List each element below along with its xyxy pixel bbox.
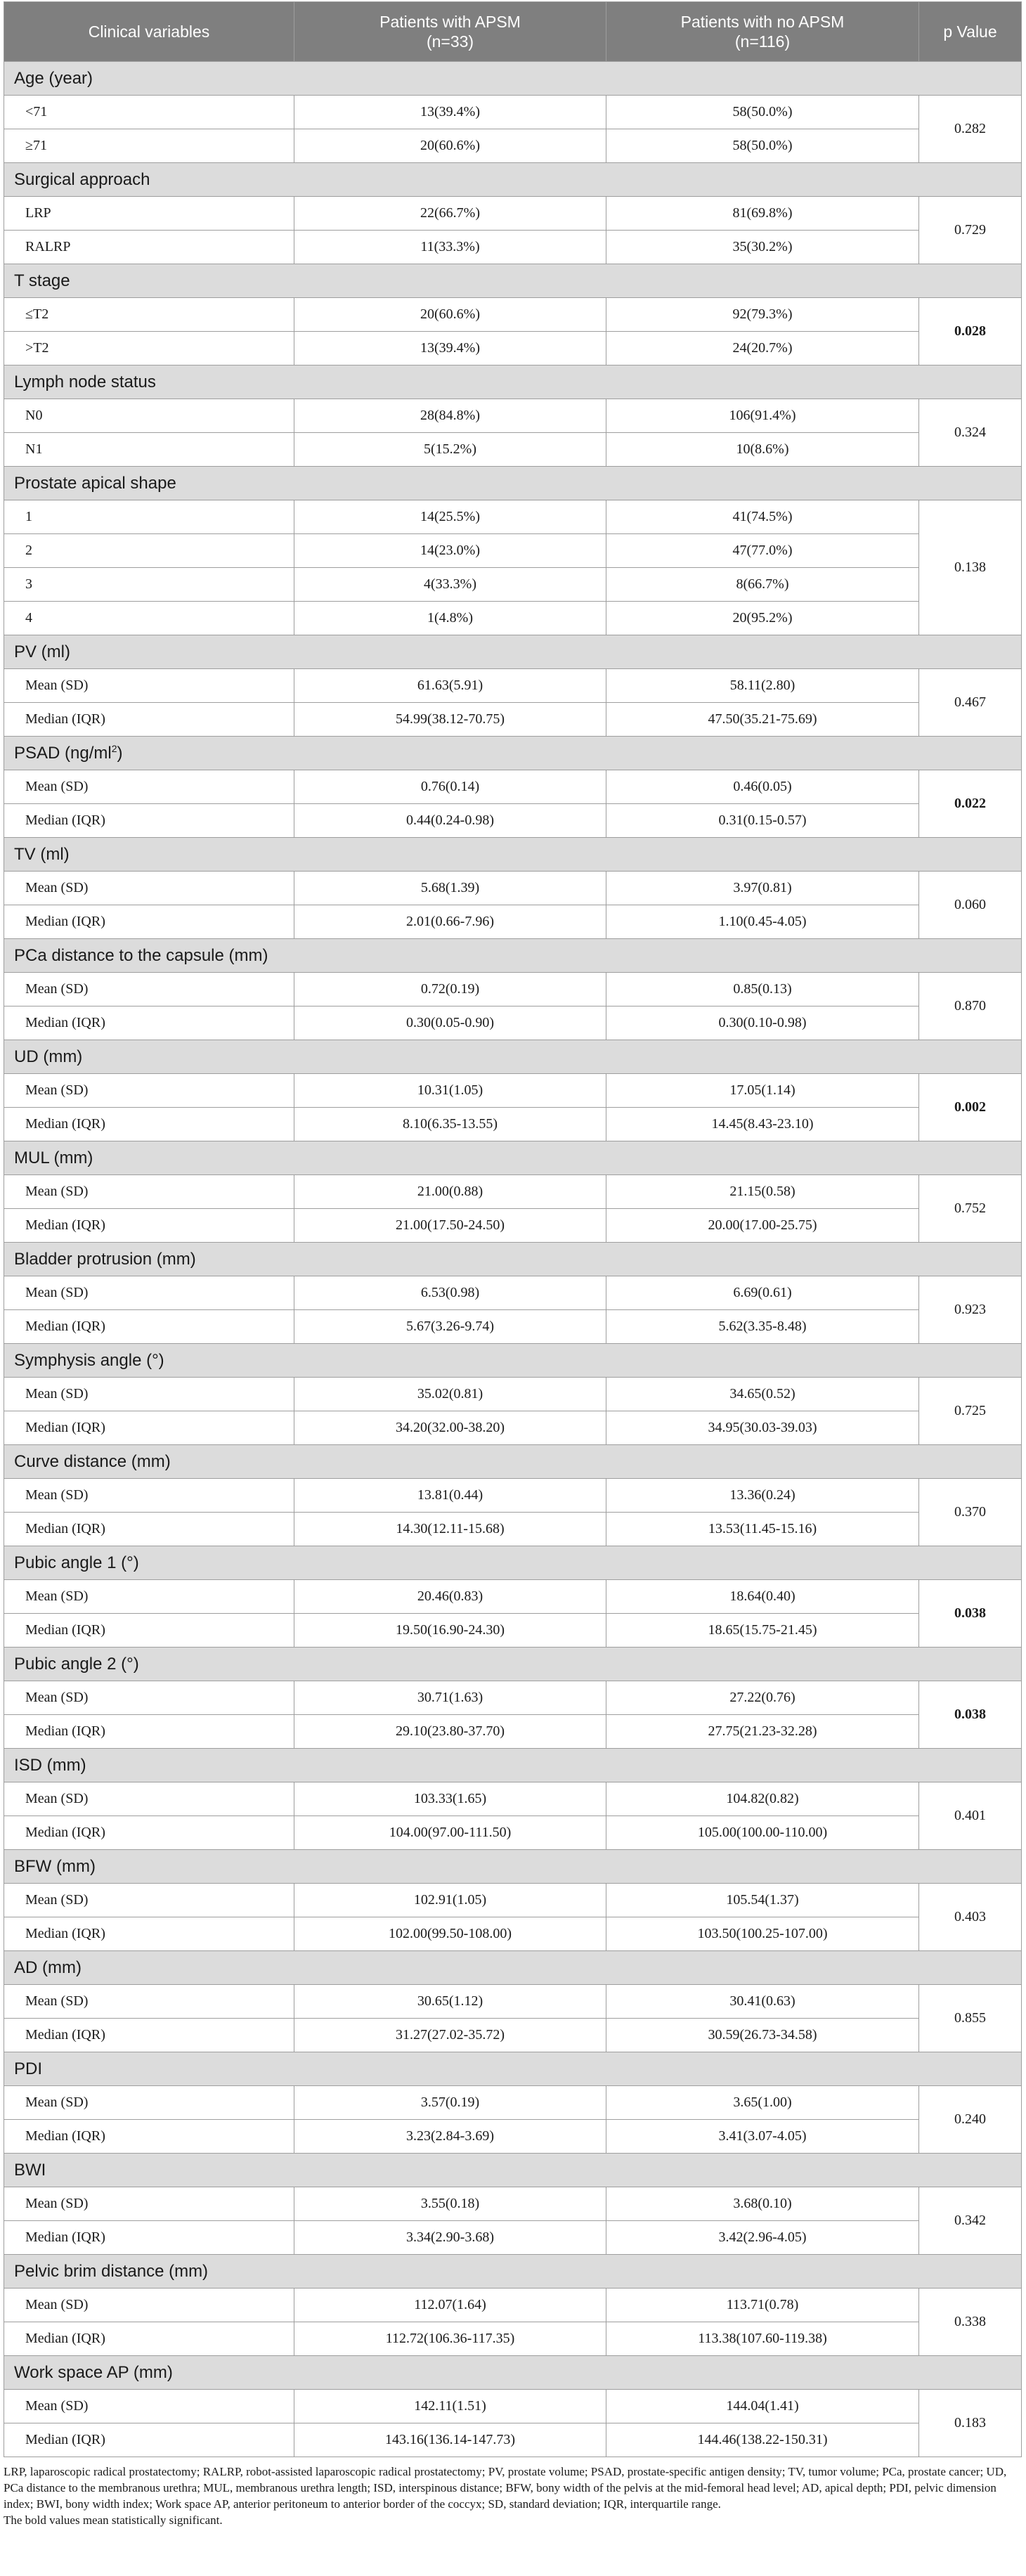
value-no-apsm: 106(91.4%) — [606, 399, 919, 433]
section-header-row — [4, 2356, 1022, 2390]
row-label: 2 — [4, 534, 294, 568]
p-value: 0.028 — [919, 298, 1022, 365]
row-label: Median (IQR) — [4, 703, 294, 737]
row-label: Median (IQR) — [4, 2423, 294, 2457]
p-value: 0.338 — [919, 2289, 1022, 2356]
section-title-text: T stage — [14, 271, 70, 290]
section-title — [4, 1344, 1022, 1378]
value-no-apsm: 24(20.7%) — [606, 332, 919, 365]
table-row — [4, 2187, 1022, 2221]
section-title-text: PCa distance to the capsule (mm) — [14, 945, 268, 965]
row-label: N0 — [4, 399, 294, 433]
section-header-row — [4, 1951, 1022, 1985]
row-label: Median (IQR) — [4, 2221, 294, 2255]
table-row — [4, 2120, 1022, 2154]
section-header-row — [4, 635, 1022, 669]
value-no-apsm: 47(77.0%) — [606, 534, 919, 568]
value-no-apsm: 8(66.7%) — [606, 568, 919, 602]
value-apsm: 54.99(38.12-70.75) — [294, 703, 606, 737]
p-value: 0.923 — [919, 1276, 1022, 1344]
p-value: 0.729 — [919, 197, 1022, 264]
p-value: 0.183 — [919, 2390, 1022, 2457]
section-title-text: AD (mm) — [14, 1957, 82, 1977]
value-apsm: 21.00(17.50-24.50) — [294, 1209, 606, 1243]
value-no-apsm: 17.05(1.14) — [606, 1074, 919, 1108]
value-apsm: 35.02(0.81) — [294, 1378, 606, 1411]
row-label: Median (IQR) — [4, 1108, 294, 1141]
row-label: <71 — [4, 96, 294, 129]
table-row — [4, 872, 1022, 905]
value-apsm: 29.10(23.80-37.70) — [294, 1715, 606, 1749]
value-apsm: 34.20(32.00-38.20) — [294, 1411, 606, 1445]
row-label: Median (IQR) — [4, 2322, 294, 2356]
row-label: Mean (SD) — [4, 770, 294, 804]
table-row — [4, 669, 1022, 703]
row-label: Median (IQR) — [4, 1411, 294, 1445]
value-no-apsm: 20.00(17.00-25.75) — [606, 1209, 919, 1243]
value-apsm: 20(60.6%) — [294, 129, 606, 163]
value-apsm: 19.50(16.90-24.30) — [294, 1614, 606, 1648]
value-apsm: 0.76(0.14) — [294, 770, 606, 804]
section-title-text: Lymph node status — [14, 372, 156, 391]
value-no-apsm: 113.38(107.60-119.38) — [606, 2322, 919, 2356]
value-apsm: 5(15.2%) — [294, 433, 606, 467]
row-label: Median (IQR) — [4, 905, 294, 939]
row-label: 4 — [4, 602, 294, 635]
p-value: 0.282 — [919, 96, 1022, 163]
value-apsm: 31.27(27.02-35.72) — [294, 2019, 606, 2052]
section-title-text: UD (mm) — [14, 1047, 83, 1066]
value-apsm: 5.67(3.26-9.74) — [294, 1310, 606, 1344]
section-header-row — [4, 1648, 1022, 1681]
value-no-apsm: 144.04(1.41) — [606, 2390, 919, 2423]
table-row — [4, 1479, 1022, 1513]
section-title-text: Age (year) — [14, 68, 93, 88]
table-row — [4, 1276, 1022, 1310]
row-label: Mean (SD) — [4, 1378, 294, 1411]
section-title — [4, 62, 1022, 96]
value-no-apsm: 21.15(0.58) — [606, 1175, 919, 1209]
value-apsm: 6.53(0.98) — [294, 1276, 606, 1310]
row-label: Mean (SD) — [4, 2390, 294, 2423]
row-label: 3 — [4, 568, 294, 602]
section-header-row — [4, 2052, 1022, 2086]
value-apsm: 30.65(1.12) — [294, 1985, 606, 2019]
section-title-text: Pelvic brim distance (mm) — [14, 2261, 209, 2281]
value-no-apsm: 30.59(26.73-34.58) — [606, 2019, 919, 2052]
section-title — [4, 1850, 1022, 1884]
row-label: Median (IQR) — [4, 804, 294, 838]
value-no-apsm: 105.54(1.37) — [606, 1884, 919, 1917]
row-label: Median (IQR) — [4, 1614, 294, 1648]
p-value: 0.022 — [919, 770, 1022, 838]
value-no-apsm: 13.53(11.45-15.16) — [606, 1513, 919, 1546]
value-no-apsm: 0.85(0.13) — [606, 973, 919, 1007]
p-value: 0.467 — [919, 669, 1022, 737]
section-header-row — [4, 1546, 1022, 1580]
section-title-text: BFW (mm) — [14, 1856, 96, 1876]
p-value: 0.038 — [919, 1580, 1022, 1648]
value-apsm: 14.30(12.11-15.68) — [294, 1513, 606, 1546]
value-apsm: 30.71(1.63) — [294, 1681, 606, 1715]
value-apsm: 104.00(97.00-111.50) — [294, 1816, 606, 1850]
table-row — [4, 2423, 1022, 2457]
table-row — [4, 1917, 1022, 1951]
table-row — [4, 1175, 1022, 1209]
table-row — [4, 298, 1022, 332]
table-container — [4, 1, 1021, 2528]
section-header-row — [4, 365, 1022, 399]
value-no-apsm: 47.50(35.21-75.69) — [606, 703, 919, 737]
row-label: Median (IQR) — [4, 1816, 294, 1850]
table-footnote — [4, 2464, 1021, 2528]
row-label: Median (IQR) — [4, 2019, 294, 2052]
section-header-row — [4, 1243, 1022, 1276]
table-row — [4, 1681, 1022, 1715]
p-value: 0.060 — [919, 872, 1022, 939]
p-value: 0.725 — [919, 1378, 1022, 1445]
header-patients-no-apsm: Patients with no APSM (n=116) — [606, 2, 919, 62]
table-row — [4, 1614, 1022, 1648]
section-title — [4, 737, 1022, 770]
value-apsm: 10.31(1.05) — [294, 1074, 606, 1108]
table-row — [4, 2289, 1022, 2322]
value-apsm: 28(84.8%) — [294, 399, 606, 433]
table-row — [4, 2221, 1022, 2255]
value-no-apsm: 92(79.3%) — [606, 298, 919, 332]
p-value: 0.870 — [919, 973, 1022, 1040]
section-title — [4, 1951, 1022, 1985]
section-title — [4, 1243, 1022, 1276]
section-header-row — [4, 2255, 1022, 2289]
value-apsm: 0.72(0.19) — [294, 973, 606, 1007]
value-apsm: 3.55(0.18) — [294, 2187, 606, 2221]
row-label: Median (IQR) — [4, 1715, 294, 1749]
value-no-apsm: 30.41(0.63) — [606, 1985, 919, 2019]
row-label: Mean (SD) — [4, 2086, 294, 2120]
value-no-apsm: 0.30(0.10-0.98) — [606, 1007, 919, 1040]
header-patients-with-apsm: Patients with APSM (n=33) — [294, 2, 606, 62]
row-label: Median (IQR) — [4, 1917, 294, 1951]
section-title-text: Symphysis angle (°) — [14, 1350, 164, 1370]
value-no-apsm: 20(95.2%) — [606, 602, 919, 635]
section-title — [4, 1749, 1022, 1782]
value-no-apsm: 18.65(15.75-21.45) — [606, 1614, 919, 1648]
section-title-text: ISD (mm) — [14, 1755, 86, 1775]
row-label: Mean (SD) — [4, 2289, 294, 2322]
section-title — [4, 1141, 1022, 1175]
section-title — [4, 2154, 1022, 2187]
value-no-apsm: 144.46(138.22-150.31) — [606, 2423, 919, 2457]
section-header-row — [4, 1445, 1022, 1479]
value-no-apsm: 3.41(3.07-4.05) — [606, 2120, 919, 2154]
value-apsm: 3.23(2.84-3.69) — [294, 2120, 606, 2154]
row-label: Mean (SD) — [4, 1175, 294, 1209]
value-no-apsm: 3.97(0.81) — [606, 872, 919, 905]
header-p-value: p Value — [919, 2, 1022, 62]
section-title — [4, 1546, 1022, 1580]
value-no-apsm: 105.00(100.00-110.00) — [606, 1816, 919, 1850]
p-value: 0.240 — [919, 2086, 1022, 2154]
section-header-row — [4, 1344, 1022, 1378]
row-label: Median (IQR) — [4, 1007, 294, 1040]
table-row — [4, 399, 1022, 433]
p-value: 0.002 — [919, 1074, 1022, 1141]
table-row — [4, 197, 1022, 231]
value-no-apsm: 41(74.5%) — [606, 500, 919, 534]
p-value: 0.342 — [919, 2187, 1022, 2255]
table-row — [4, 1715, 1022, 1749]
table-row — [4, 96, 1022, 129]
value-no-apsm: 5.62(3.35-8.48) — [606, 1310, 919, 1344]
section-title — [4, 467, 1022, 500]
value-apsm: 8.10(6.35-13.55) — [294, 1108, 606, 1141]
table-row — [4, 1816, 1022, 1850]
section-header-row — [4, 264, 1022, 298]
table-row — [4, 2390, 1022, 2423]
value-no-apsm: 14.45(8.43-23.10) — [606, 1108, 919, 1141]
header-row — [4, 2, 1022, 62]
section-title-text: BWI — [14, 2160, 46, 2180]
footnote-abbreviations: LRP, laparoscopic radical prostatectomy; RALRP, robot-assisted laparoscopic radical prostatectomy; PV, prostate volume; PSAD, prostate-specific antigen density; TV, tumor volume; PCa, prostate cancer; UD, PCa distance to the membranous urethra; MUL, membranous urethra length; ISD, interspinous distance; BFW, bony width of the pelvis at the mid-femoral head level; AD, apical depth; PDI, pelvic dimension index; BWI, bony width index; Work space AP, anterior peritoneum to anterior border of the coccyx; SD, standard deviation; IQR, interquartile range. — [4, 2465, 1007, 2511]
table-row — [4, 1513, 1022, 1546]
value-apsm: 13.81(0.44) — [294, 1479, 606, 1513]
row-label: Median (IQR) — [4, 2120, 294, 2154]
section-header-row — [4, 2154, 1022, 2187]
value-no-apsm: 0.46(0.05) — [606, 770, 919, 804]
value-no-apsm: 35(30.2%) — [606, 231, 919, 264]
table-row — [4, 2322, 1022, 2356]
section-header-row — [4, 1850, 1022, 1884]
section-title — [4, 163, 1022, 197]
table-row — [4, 1985, 1022, 2019]
value-apsm: 5.68(1.39) — [294, 872, 606, 905]
section-title-superscript: 2 — [111, 742, 117, 754]
table-row — [4, 1310, 1022, 1344]
row-label: Mean (SD) — [4, 669, 294, 703]
section-title — [4, 365, 1022, 399]
table-row — [4, 568, 1022, 602]
section-title-text: Curve distance (mm) — [14, 1451, 171, 1471]
value-no-apsm: 10(8.6%) — [606, 433, 919, 467]
value-no-apsm: 3.65(1.00) — [606, 2086, 919, 2120]
value-no-apsm: 0.31(0.15-0.57) — [606, 804, 919, 838]
table-row — [4, 1378, 1022, 1411]
section-title — [4, 264, 1022, 298]
value-no-apsm: 18.64(0.40) — [606, 1580, 919, 1614]
table-row — [4, 1782, 1022, 1816]
section-title-text: Prostate apical shape — [14, 473, 176, 493]
value-apsm: 143.16(136.14-147.73) — [294, 2423, 606, 2457]
value-no-apsm: 103.50(100.25-107.00) — [606, 1917, 919, 1951]
row-label: Mean (SD) — [4, 1580, 294, 1614]
table-row — [4, 1411, 1022, 1445]
section-title-text: PV (ml) — [14, 642, 70, 661]
value-no-apsm: 27.22(0.76) — [606, 1681, 919, 1715]
row-label: Mean (SD) — [4, 1985, 294, 2019]
table-row — [4, 2086, 1022, 2120]
table-row — [4, 2019, 1022, 2052]
value-no-apsm: 3.42(2.96-4.05) — [606, 2221, 919, 2255]
value-apsm: 14(25.5%) — [294, 500, 606, 534]
value-apsm: 142.11(1.51) — [294, 2390, 606, 2423]
value-no-apsm: 104.82(0.82) — [606, 1782, 919, 1816]
section-header-row — [4, 62, 1022, 96]
section-title-text: TV (ml) — [14, 844, 70, 864]
table-row — [4, 534, 1022, 568]
section-title — [4, 1040, 1022, 1074]
row-label: Median (IQR) — [4, 1310, 294, 1344]
row-label: Mean (SD) — [4, 973, 294, 1007]
row-label: >T2 — [4, 332, 294, 365]
table-row — [4, 1580, 1022, 1614]
table-row — [4, 1884, 1022, 1917]
value-no-apsm: 6.69(0.61) — [606, 1276, 919, 1310]
value-no-apsm: 58(50.0%) — [606, 129, 919, 163]
value-apsm: 103.33(1.65) — [294, 1782, 606, 1816]
value-no-apsm: 34.95(30.03-39.03) — [606, 1411, 919, 1445]
value-apsm: 102.91(1.05) — [294, 1884, 606, 1917]
p-value: 0.855 — [919, 1985, 1022, 2052]
section-title — [4, 1648, 1022, 1681]
row-label: Mean (SD) — [4, 872, 294, 905]
row-label: RALRP — [4, 231, 294, 264]
value-apsm: 112.07(1.64) — [294, 2289, 606, 2322]
section-title — [4, 2255, 1022, 2289]
table-row — [4, 973, 1022, 1007]
section-header-row — [4, 737, 1022, 770]
value-apsm: 2.01(0.66-7.96) — [294, 905, 606, 939]
p-value: 0.370 — [919, 1479, 1022, 1546]
section-title-text: MUL (mm) — [14, 1148, 93, 1167]
row-label: 1 — [4, 500, 294, 534]
value-no-apsm: 81(69.8%) — [606, 197, 919, 231]
value-apsm: 20(60.6%) — [294, 298, 606, 332]
value-no-apsm: 3.68(0.10) — [606, 2187, 919, 2221]
row-label: LRP — [4, 197, 294, 231]
value-apsm: 4(33.3%) — [294, 568, 606, 602]
clinical-variables-table — [4, 1, 1022, 2457]
footnote-note: The bold values mean statistically significant. — [4, 2513, 223, 2527]
value-apsm: 102.00(99.50-108.00) — [294, 1917, 606, 1951]
row-label: Median (IQR) — [4, 1209, 294, 1243]
section-header-row — [4, 163, 1022, 197]
section-title-text: PDI — [14, 2059, 43, 2078]
table-row — [4, 804, 1022, 838]
row-label: Mean (SD) — [4, 1884, 294, 1917]
section-title-text: PSAD (ng/ml — [14, 743, 112, 763]
section-header-row — [4, 838, 1022, 872]
section-title — [4, 838, 1022, 872]
table-row — [4, 1209, 1022, 1243]
p-value: 0.038 — [919, 1681, 1022, 1749]
p-value: 0.752 — [919, 1175, 1022, 1243]
table-row — [4, 231, 1022, 264]
value-apsm: 11(33.3%) — [294, 231, 606, 264]
value-no-apsm: 58.11(2.80) — [606, 669, 919, 703]
value-apsm: 13(39.4%) — [294, 96, 606, 129]
section-header-row — [4, 1749, 1022, 1782]
table-row — [4, 602, 1022, 635]
section-title-text: Pubic angle 1 (°) — [14, 1553, 139, 1572]
value-apsm: 112.72(106.36-117.35) — [294, 2322, 606, 2356]
section-title — [4, 2052, 1022, 2086]
value-apsm: 3.34(2.90-3.68) — [294, 2221, 606, 2255]
table-row — [4, 905, 1022, 939]
value-no-apsm: 13.36(0.24) — [606, 1479, 919, 1513]
p-value: 0.324 — [919, 399, 1022, 467]
p-value: 0.403 — [919, 1884, 1022, 1951]
row-label: Mean (SD) — [4, 1479, 294, 1513]
section-header-row — [4, 467, 1022, 500]
section-header-row — [4, 939, 1022, 973]
value-no-apsm: 34.65(0.52) — [606, 1378, 919, 1411]
table-row — [4, 770, 1022, 804]
table-row — [4, 1007, 1022, 1040]
table-row — [4, 1108, 1022, 1141]
section-title — [4, 1445, 1022, 1479]
section-header-row — [4, 1141, 1022, 1175]
value-apsm: 0.30(0.05-0.90) — [294, 1007, 606, 1040]
table-row — [4, 703, 1022, 737]
row-label: Mean (SD) — [4, 1276, 294, 1310]
section-title-text: Pubic angle 2 (°) — [14, 1654, 139, 1674]
value-no-apsm: 1.10(0.45-4.05) — [606, 905, 919, 939]
value-apsm: 20.46(0.83) — [294, 1580, 606, 1614]
value-apsm: 61.63(5.91) — [294, 669, 606, 703]
row-label: N1 — [4, 433, 294, 467]
row-label: ≥71 — [4, 129, 294, 163]
value-apsm: 21.00(0.88) — [294, 1175, 606, 1209]
p-value: 0.138 — [919, 500, 1022, 635]
row-label: Mean (SD) — [4, 1681, 294, 1715]
section-title-text: Bladder protrusion (mm) — [14, 1249, 196, 1269]
value-apsm: 13(39.4%) — [294, 332, 606, 365]
table-row — [4, 129, 1022, 163]
p-value: 0.401 — [919, 1782, 1022, 1850]
value-no-apsm: 27.75(21.23-32.28) — [606, 1715, 919, 1749]
section-title-text: Work space AP (mm) — [14, 2362, 173, 2382]
table-row — [4, 332, 1022, 365]
header-clinical-variables: Clinical variables — [4, 2, 294, 62]
section-title — [4, 635, 1022, 669]
section-header-row — [4, 1040, 1022, 1074]
section-title — [4, 2356, 1022, 2390]
row-label: Mean (SD) — [4, 1074, 294, 1108]
value-apsm: 0.44(0.24-0.98) — [294, 804, 606, 838]
value-apsm: 14(23.0%) — [294, 534, 606, 568]
row-label: Mean (SD) — [4, 2187, 294, 2221]
value-apsm: 22(66.7%) — [294, 197, 606, 231]
table-row — [4, 433, 1022, 467]
value-no-apsm: 58(50.0%) — [606, 96, 919, 129]
value-apsm: 3.57(0.19) — [294, 2086, 606, 2120]
row-label: Mean (SD) — [4, 1782, 294, 1816]
section-title-text: Surgical approach — [14, 169, 150, 189]
table-row — [4, 500, 1022, 534]
section-title-end: ) — [117, 743, 123, 763]
row-label: ≤T2 — [4, 298, 294, 332]
table-row — [4, 1074, 1022, 1108]
value-apsm: 1(4.8%) — [294, 602, 606, 635]
section-title — [4, 939, 1022, 973]
table-body — [4, 62, 1022, 2457]
value-no-apsm: 113.71(0.78) — [606, 2289, 919, 2322]
row-label: Median (IQR) — [4, 1513, 294, 1546]
